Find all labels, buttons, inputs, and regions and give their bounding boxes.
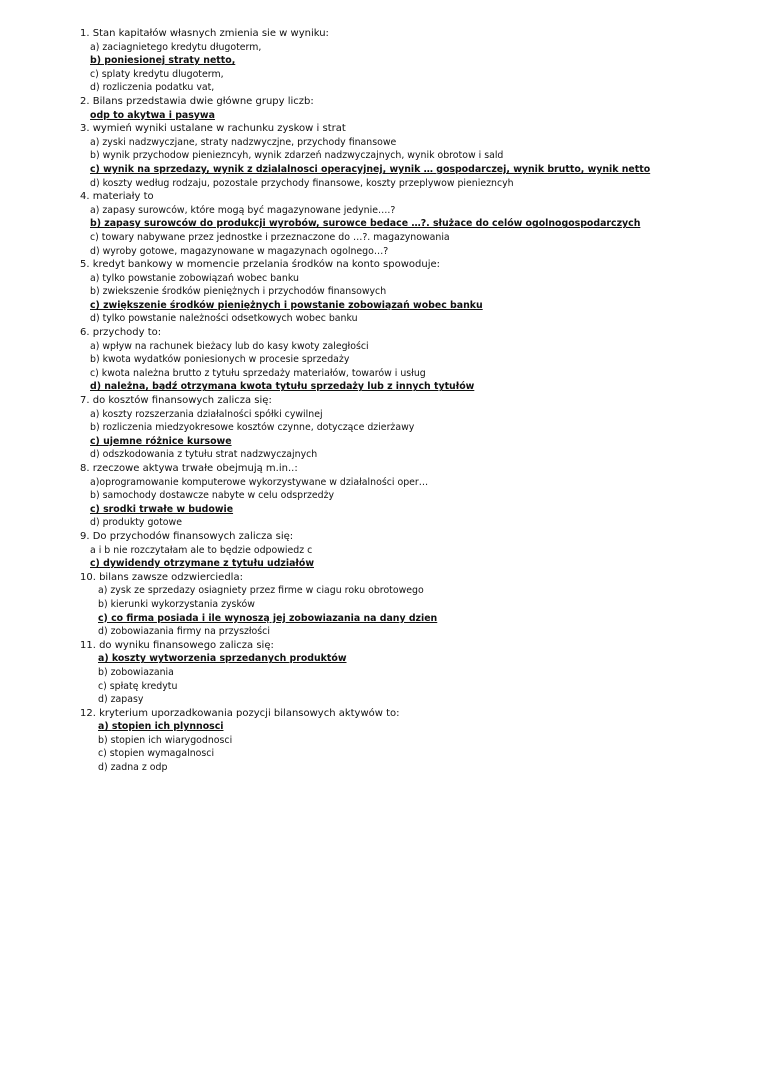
- answer-option: d) zapasy: [98, 694, 144, 706]
- question-title: 1. Stan kapitałów własnych zmienia sie w wyniku:: [80, 28, 329, 39]
- question-title: 8. rzeczowe aktywa trwałe obejmują m.in..:: [80, 463, 298, 474]
- answer-option: a) zapasy surowców, które mogą być magazynowane jedynie….?: [90, 204, 396, 216]
- question-title: 2. Bilans przedstawia dwie główne grupy liczb:: [80, 95, 314, 107]
- correct-answer-option: c) wynik na sprzedazy, wynik z dzialalnosci operacyjnej, wynik … gospodarczej, wynik brutto, wynik netto: [90, 163, 651, 175]
- question-title: 7. do kosztów finansowych zalicza się:: [80, 395, 272, 407]
- question-block: [80, 707, 720, 775]
- question-title: 11. do wyniku finansowego zalicza się:: [80, 639, 274, 651]
- answer-option: a) zaciagnietego kredytu długoterm,: [90, 41, 262, 53]
- correct-answer-option: c) srodki trwałe w budowie: [90, 503, 234, 515]
- correct-answer-option: c) ujemne różnice kursowe: [90, 435, 232, 447]
- question-block: [80, 326, 720, 394]
- answer-option: d) wyroby gotowe, magazynowane w magazynach ogolnego…?: [90, 245, 389, 257]
- question-block: [80, 95, 720, 122]
- question-block: [80, 122, 720, 190]
- answer-option: b) kierunki wykorzystania zysków: [98, 598, 255, 610]
- answer-option: b) wynik przychodow pieniezncyh, wynik zdarzeń nadzwyczajnych, wynik obrotow i sald: [90, 150, 504, 162]
- correct-answer-option: odp to akytwa i pasywa: [90, 109, 215, 121]
- answer-option: a i b nie rozczytałam ale to będzie odpowiedz c: [90, 544, 313, 556]
- question-title: 12. kryterium uporzadkowania pozycji bilansowych aktywów to:: [80, 707, 400, 719]
- answer-option: c) stopien wymagalnosci: [98, 748, 215, 760]
- answer-option: b) rozliczenia miedzyokresowe kosztów czynne, dotyczące dzierżawy: [90, 422, 415, 434]
- question-list: [80, 27, 720, 775]
- question-block: [80, 530, 720, 571]
- answer-option: a) zysk ze sprzedazy osiagniety przez firme w ciagu roku obrotowego: [98, 585, 424, 597]
- answer-option: c) spłatę kredytu: [98, 680, 178, 692]
- answer-option: d) odszkodowania z tytułu strat nadzwyczajnych: [90, 449, 318, 461]
- answer-option: d) tylko powstanie należności odsetkowych wobec banku: [90, 313, 358, 325]
- answer-option: b) kwota wydatków poniesionych w procesie sprzedaży: [90, 354, 350, 366]
- answer-option: d) koszty według rodzaju, pozostale przychody finansowe, koszty przeplywow pieniezncyh: [90, 177, 514, 189]
- answer-option: b) stopien ich wiarygodnosci: [98, 734, 233, 746]
- answer-option: a) koszty rozszerzania działalności spółki cywilnej: [90, 408, 323, 420]
- question-block: [80, 639, 720, 707]
- question-block: [80, 258, 720, 326]
- answer-option: d) zadna z odp: [98, 762, 168, 774]
- question-block: [80, 571, 720, 639]
- answer-option: c) kwota należna brutto z tytułu sprzedaży materiałów, towarów i usług: [90, 367, 426, 379]
- question-title: 6. przychody to:: [80, 327, 162, 339]
- answer-option: c) towary nabywane przez jednostke i przeznaczone do …?. magazynowania: [90, 231, 450, 243]
- correct-answer-option: c) zwiększenie środków pieniężnych i powstanie zobowiązań wobec banku: [90, 299, 483, 311]
- question-block: [80, 190, 720, 258]
- correct-answer-option: d) należna, bądź otrzymana kwota tytułu sprzedaży lub z innych tytułów: [90, 381, 475, 393]
- question-title: 10. bilans zawsze odzwierciedla:: [80, 571, 243, 583]
- answer-option: a) tylko powstanie zobowiązań wobec banku: [90, 272, 299, 284]
- correct-answer-option: c) co firma posiada i ile wynoszą jej zobowiazania na dany dzien: [98, 612, 438, 624]
- answer-option: b) zobowiazania: [98, 666, 174, 678]
- question-title: 3. wymień wyniki ustalane w rachunku zyskow i strat: [80, 123, 346, 135]
- correct-answer-option: a) koszty wytworzenia sprzedanych produktów: [98, 653, 347, 665]
- question-block: [80, 394, 720, 462]
- question-block: [80, 462, 720, 530]
- answer-option: a) wpływ na rachunek bieżacy lub do kasy kwoty zaległości: [90, 340, 369, 352]
- question-block: [80, 27, 720, 95]
- correct-answer-option: b) zapasy surowców do produkcji wyrobów, surowce bedace …?. służace do celów ogolnogospodarczych: [90, 218, 641, 230]
- question-title: 4. materiały to: [80, 191, 154, 203]
- answer-option: b) samochody dostawcze nabyte w celu odsprzedży: [90, 490, 335, 502]
- correct-answer-option: a) stopien ich plynnosci: [98, 721, 224, 733]
- answer-option: a)oprogramowanie komputerowe wykorzystywane w działalności oper…: [90, 476, 429, 488]
- question-title: 5. kredyt bankowy w momencie przelania środków na konto spowoduje:: [80, 259, 440, 271]
- correct-answer-option: c) dywidendy otrzymane z tytułu udziałów: [90, 558, 314, 570]
- answer-option: d) zobowiazania firmy na przyszłości: [98, 626, 270, 638]
- question-title: 9. Do przychodów finansowych zalicza się:: [80, 530, 294, 542]
- answer-option: c) splaty kredytu dlugoterm,: [90, 68, 224, 80]
- answer-option: a) zyski nadzwyczjane, straty nadzwyczjne, przychody finansowe: [90, 136, 397, 148]
- correct-answer-option: b) poniesionej straty netto,: [90, 55, 236, 67]
- answer-option: d) rozliczenia podatku vat,: [90, 82, 215, 94]
- answer-option: b) zwiekszenie środków pieniężnych i przychodów finansowych: [90, 286, 387, 298]
- answer-option: d) produkty gotowe: [90, 517, 182, 529]
